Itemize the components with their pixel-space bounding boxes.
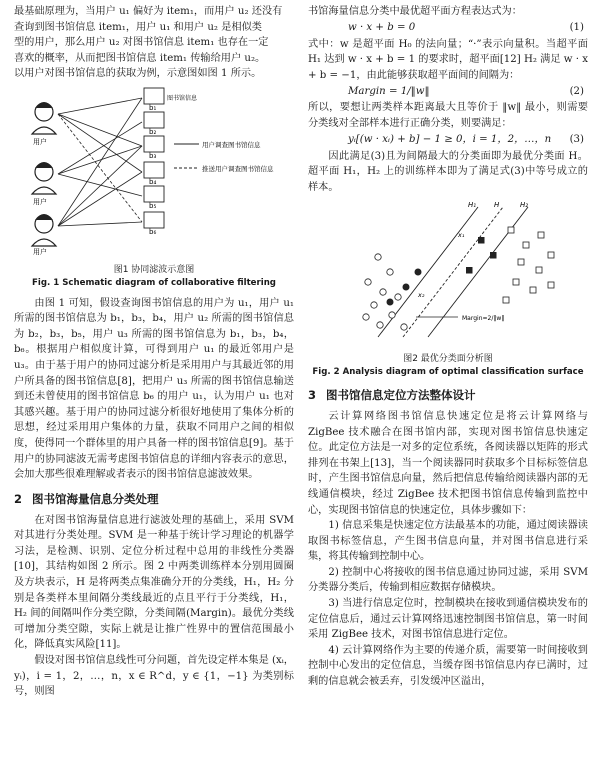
user-2-label: 用户 [33, 197, 47, 206]
margin-label: Margin=2/‖w‖ [462, 315, 505, 323]
section-3-title: 图书馆信息定位方法整体设计 [326, 387, 476, 402]
info-label-b2: b₂ [149, 127, 157, 136]
user-1-icon [32, 102, 56, 134]
legend-solid-label: 用户调查图书馆信息 [202, 140, 261, 149]
info-label-b6: b₆ [149, 227, 157, 236]
paragraph-hyperplane-intro: 书馆海量信息分类中最优超平面方程表达式为： [308, 6, 522, 17]
label-x1: x₁ [458, 231, 465, 240]
right-column [308, 4, 588, 690]
equation-1-tag: (1) [569, 22, 584, 34]
doc-title-1: 图书馆信息 [167, 94, 198, 102]
connection-lines [58, 98, 142, 226]
step-1: 1) 信息采集是快速定位方法最基本的功能，通过阅读器读取图书标签信息，产生图书信息向量，并对图书信息进行采集，将其传输到控制中心。 [308, 520, 588, 563]
class-circles [363, 254, 407, 330]
section-3-heading [308, 387, 588, 403]
figure-2 [308, 197, 588, 379]
optimal-classification-diagram [308, 197, 588, 345]
user-1-label: 用户 [33, 137, 47, 146]
equation-3-body: yᵢ[(w · xᵢ) + b] − 1 ≥ 0，i = 1，2，…，n [348, 134, 552, 146]
figure-2-caption-en: Fig. 2 Analysis diagram of optimal classification surface [312, 366, 584, 377]
step-4: 4) 云计算网络作为主要的传递介质，需要第一时间接收到控制中心发出的定位信息，当缓存图书馆信息内存已满时，过剩的信息就会被丢弃，引发缓冲区溢出， [308, 644, 588, 688]
paragraph-svm: 在对图书馆海量信息进行滤波处理的基础上，采用 SVM 对其进行分类处理。SVM 是一种基于统计学习理论的机器学习法，是检测、识别、定位分析过程中总用的非线性分类器[10]，其结构如图 2 所示。图 2 中两类训练样本分别用圆圈及方块表示，H 是将两类点集准确分开的分类线，H₁，H₂ 分别是各类样本里间隔分类线最近的点且平行于分类线，H₁，H₂ 间的间隔叫作分类空隙，分类间隔(Margin)。最优分类线可增加分类空隙，实际上就是让推广性界中的置信范围最小化，降低真实风险[11]。 [14, 514, 294, 651]
label-H2: H₂ [520, 201, 529, 210]
intro-line-1: 最基础原理为，当用户 u₁ 偏好为 item₁，而用户 u₂ 还没有 [14, 6, 283, 17]
info-label-b4: b₄ [149, 177, 157, 186]
paragraph-optimal-surface: 因此满足(3)且为间隔最大的分类面即为最优分类面 H。超平面 H₁，H₂ 上的训练样本即为了满足式(3)中等号成立的样本。 [308, 150, 588, 193]
paragraph-sample-set: 假设对图书馆信息线性可分问题，首先设定样本集是 (xᵢ，yᵢ)，i = 1，2，…，n，x ∈ R^d，y ∈ {1，−1} 为类别标号，则图 [14, 655, 294, 698]
section-2-number: 2 [14, 491, 23, 506]
intro-line-5: 以用户对图书馆信息的获取为例，示意图如图 1 所示。 [14, 68, 262, 80]
paragraph-margin-max: 所以，要想让两类样本距离最大且等价于 ‖w‖ 最小，则需要分类线对全部样本进行正确分类，则要满足： [308, 102, 588, 129]
info-label-b3: b₃ [149, 151, 157, 160]
step-3: 3) 当进行信息定位时，控制模块在接收到通信模块发布的定位信息后，通过云计算网络迅速控制图书馆信息，第一时间采用 ZigBee 技术，对图书馆信息进行定位。 [308, 598, 588, 641]
left-column [14, 4, 294, 700]
label-x2: x₂ [418, 291, 425, 300]
label-H: H [494, 201, 500, 210]
section-2-heading [14, 491, 294, 507]
user-3-label: 用户 [33, 247, 47, 256]
section-2-title: 图书馆海量信息分类处理 [32, 491, 159, 506]
paragraph-cloud-zigbee: 云计算网络图书馆信息快速定位是将云计算网络与 ZigBee 技术融合在图书馆内部，实现对图书馆信息快速定位。此定位方法是一对多的定位系统，各阅读器以矩阵的形式排列在书架上[13]，当一个阅读器同时获取多个目标标签信息时，产生图书馆信息向量，然后把信息传输给阅读器内部的无线通信模块，经过 ZigBee 技术把图书馆信息传输到监控中心，实现图书馆信息的快速定位，具体步骤如下： [308, 410, 588, 516]
equation-1-body: w · x + b = 0 [348, 22, 416, 34]
figure-1 [14, 84, 294, 290]
intro-line-3: 型的用户，那么用户 u₂ 对图书馆信息 item₁ 也存在一定 [14, 37, 269, 49]
equation-3-tag: (3) [569, 134, 584, 146]
collaborative-filtering-diagram [14, 84, 294, 256]
figure-2-caption-cn: 图2 最优分类面分析图 [403, 353, 493, 364]
intro-line-2: 查询到图书馆信息 item₁，用户 u₁ 和用户 u₂ 是相似类 [14, 21, 262, 33]
equation-3 [308, 132, 588, 149]
equation-2-body: Margin = 1/‖w‖ [348, 86, 430, 98]
label-H1: H₁ [468, 201, 477, 210]
equation-2-tag: (2) [569, 86, 584, 98]
paragraph-normal-vector: 式中：w 是超平面 H₀ 的法向量；“·”表示向量积。当超平面 H₁ 达到 w · x + b = 1 的要求时，超平面[12] H₂ 满足 w · x + b = −1，由此能够获取超平面间的间隔为： [308, 38, 588, 81]
info-label-b5: b₅ [149, 201, 157, 210]
user-3-icon [32, 214, 56, 246]
legend-dashed-label: 推送用户调查图书馆信息 [202, 164, 274, 173]
class-squares [503, 227, 554, 303]
info-label-b1: b₁ [149, 103, 157, 112]
section-3-number: 3 [308, 387, 317, 402]
step-2: 2) 控制中心将接收的图书信息通过协同过滤，采用 SVM 分类器分类后，传输到相应数据存储模块。 [308, 566, 588, 594]
figure-1-caption-en: Fig. 1 Schematic diagram of collaborative filtering [32, 277, 276, 288]
user-2-icon [32, 162, 56, 194]
paragraph-fig1-explanation: 由图 1 可知，假设查询图书馆信息的用户为 u₁，用户 u₁ 所需的图书馆信息为 b₁，b₃，b₄，用户 u₂ 所需的图书馆信息为 b₂，b₃，b₅，用户 u₃ 所需的图书馆信息为 b₁，b₃，b₄，b₆。根据用户相似度计算，可得到用户 u₁ 的最近邻用户是 u₃。由于基于用户的协同过滤分析是采用用户与其最近邻的用户所具备的图书馆信息[8]，把用户 u₃ 所需的图书馆信息输送到还未曾使用的图书馆信息 b₆ 的用户 u₁，认为用户 u₁ 也对其感兴趣。基于用户的协同过滤分析很好地使用了集体分析的思想，经过采用用户集体的力量，获取不同用户之间的相似度，使得同一个群体里的用户具备一样的图书馆信息[9]。基于用户的协同滤波无需考虑图书馆信息的详细内容表示的意思，会加大那些很难理解或者表示的图书馆信息滤波效果。 [14, 297, 294, 481]
equation-1 [308, 20, 588, 37]
figure-1-caption-cn: 图1 协同滤波示意图 [113, 264, 195, 275]
intro-line-4: 喜欢的概率，从而把图书馆信息 item₁ 传输给用户 u₂。 [14, 52, 266, 64]
equation-2 [308, 83, 588, 100]
